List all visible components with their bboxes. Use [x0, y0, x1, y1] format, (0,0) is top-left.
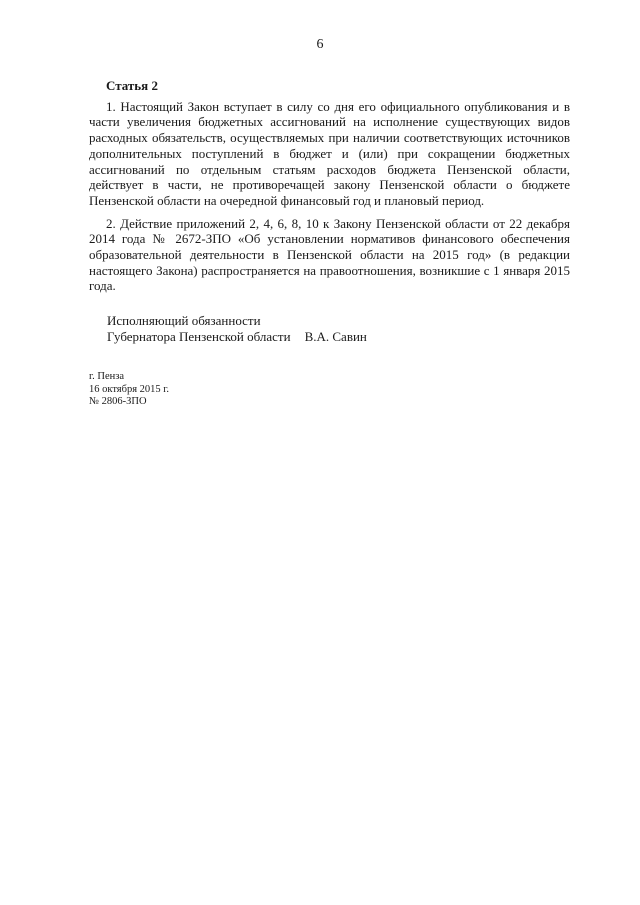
signature-title-line — [107, 329, 367, 345]
signature-block — [107, 313, 367, 345]
footer-date: 16 октября 2015 г. — [89, 383, 170, 395]
footer-law-number: № 2806-ЗПО — [89, 396, 147, 407]
signature-position-line: Исполняющий обязанности — [107, 313, 261, 328]
footer-city: г. Пенза — [89, 371, 125, 382]
signature-title: Губернатора Пензенской области — [107, 329, 291, 344]
article-paragraph-1: 1. Настоящий Закон вступает в силу со дня его официального опубликования и в части увеличения бюджетных ассигнований на исполнение существующих видов расходных обязательств, осуществляемых при наличии соответствующих источников дополнительных поступлений в бюджет и (или) при сокращении бюджетных ассигнований по отдельным статьям расходов бюджета Пензенской области, действует в части, не противоречащей закону Пензенской области о бюджете Пензенской области на очередной финансовый год и плановый период. — [89, 98, 570, 208]
article-paragraph-2: 2. Действие приложений 2, 4, 6, 8, 10 к Закону Пензенской области от 22 декабря 2014 года № 2672-ЗПО «Об установлении нормативов финансового обеспечения образовательной деятельности в Пензенской области на 2015 год» (в редакции настоящего Закона) распространяется на правоотношения, возникшие с 1 января 2015 года. — [89, 215, 570, 294]
document-footer — [89, 371, 169, 409]
signature-name: В.А. Савин — [304, 329, 367, 344]
document-body — [89, 78, 570, 294]
page-number: 6 — [316, 37, 324, 52]
article-title: Статья 2 — [106, 78, 158, 93]
